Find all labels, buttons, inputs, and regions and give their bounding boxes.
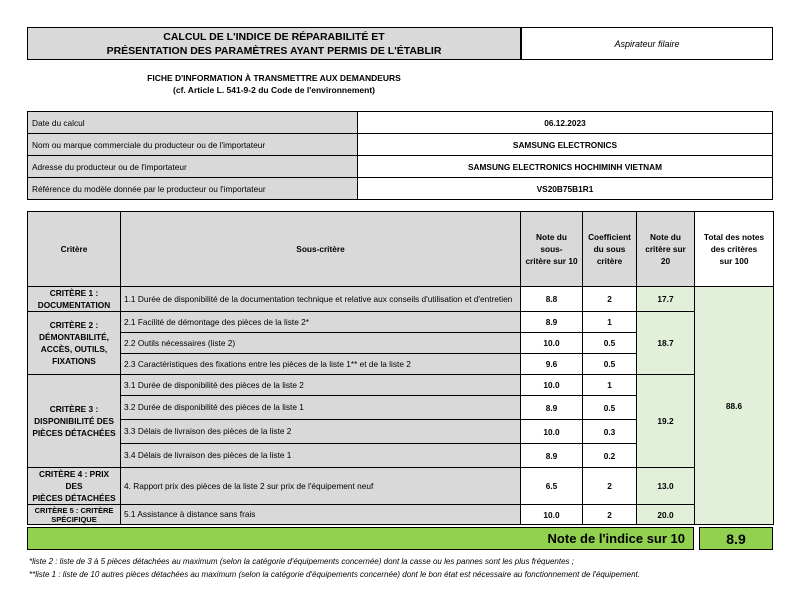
col-sous-critere: Sous-critère bbox=[121, 212, 521, 287]
table-row bbox=[28, 468, 774, 505]
criterion-note: 18.7 bbox=[637, 312, 695, 375]
col-coef-l1: Coefficient bbox=[588, 232, 631, 242]
sub-criterion-coef: 1 bbox=[583, 375, 637, 396]
criterion-text: ACCÈS, OUTILS, bbox=[40, 344, 108, 354]
col-note-sous-critere bbox=[521, 212, 583, 287]
sub-criterion-coef: 0.2 bbox=[583, 444, 637, 468]
subtitle bbox=[27, 72, 521, 96]
sub-criterion-coef: 2 bbox=[583, 287, 637, 312]
table-row bbox=[28, 312, 774, 333]
criterion-3-label bbox=[28, 375, 121, 468]
title-line-1: CALCUL DE L'INDICE DE RÉPARABILITÉ ET bbox=[163, 30, 385, 43]
criterion-4-label bbox=[28, 468, 121, 505]
sub-criterion-label: 5.1 Assistance à distance sans frais bbox=[121, 505, 521, 525]
criterion-text: DOCUMENTATION bbox=[37, 300, 111, 310]
footnote-liste-2: *liste 2 : liste de 3 à 5 pièces détachées au maximum (selon la catégorie d'équipements concernée) dont la casse ou les pannes sont les plus fréquentes ; bbox=[29, 557, 574, 566]
sub-criterion-coef: 0.5 bbox=[583, 333, 637, 354]
subtitle-line-2: (cf. Article L. 541-9-2 du Code de l'environnement) bbox=[173, 85, 375, 95]
sub-criterion-note: 10.0 bbox=[521, 375, 583, 396]
col-note-sous-l1: Note du sous- bbox=[536, 232, 567, 254]
sub-criterion-coef: 0.3 bbox=[583, 420, 637, 444]
criterion-5-label bbox=[28, 505, 121, 525]
footnote-liste-1: **liste 1 : liste de 10 autres pièces détachées au maximum (selon la catégorie d'équipements concernée) dont le bon état est nécessaire au fonctionnement de l'équipement. bbox=[29, 570, 640, 579]
title-line-2: PRÉSENTATION DES PARAMÈTRES AYANT PERMIS DE L'ÉTABLIR bbox=[106, 44, 442, 57]
criterion-text: CRITÈRE 1 : bbox=[49, 288, 99, 298]
total-score: 88.6 bbox=[695, 287, 774, 525]
info-label: Nom ou marque commerciale du producteur ou de l'importateur bbox=[28, 134, 358, 156]
sub-criterion-label: 4. Rapport prix des pièces de la liste 2 sur prix de l'équipement neuf bbox=[121, 468, 521, 505]
criterion-text: PIÈCES DÉTACHÉES bbox=[32, 428, 116, 438]
info-value: SAMSUNG ELECTRONICS HOCHIMINH VIETNAM bbox=[358, 156, 773, 178]
table-row bbox=[28, 375, 774, 396]
sub-criterion-label: 2.3 Caractéristiques des fixations entre les pièces de la liste 1** et de la liste 2 bbox=[121, 354, 521, 375]
sub-criterion-label: 3.1 Durée de disponibilité des pièces de la liste 2 bbox=[121, 375, 521, 396]
sub-criterion-note: 10.0 bbox=[521, 420, 583, 444]
col-critere: Critère bbox=[28, 212, 121, 287]
sub-criterion-label: 2.1 Facilité de démontage des pièces de la liste 2* bbox=[121, 312, 521, 333]
product-type: Aspirateur filaire bbox=[521, 27, 773, 60]
sub-criterion-note: 10.0 bbox=[521, 505, 583, 525]
info-row bbox=[28, 134, 773, 156]
sub-criterion-label: 3.2 Durée de disponibilité des pièces de la liste 1 bbox=[121, 396, 521, 420]
info-label: Référence du modèle donnée par le producteur ou l'importateur bbox=[28, 178, 358, 200]
info-label: Date du calcul bbox=[28, 112, 358, 134]
criterion-text: CRITÈRE 2 : bbox=[49, 320, 99, 330]
col-total bbox=[695, 212, 774, 287]
sub-criterion-coef: 2 bbox=[583, 468, 637, 505]
col-note-crit-l2: critère sur 20 bbox=[645, 244, 686, 266]
sub-criterion-note: 8.8 bbox=[521, 287, 583, 312]
criterion-text: PIÈCES DÉTACHÉES bbox=[32, 493, 116, 503]
col-coefficient bbox=[583, 212, 637, 287]
info-value: 06.12.2023 bbox=[358, 112, 773, 134]
criterion-text: SPÉCIFIQUE bbox=[51, 514, 97, 524]
criterion-note: 13.0 bbox=[637, 468, 695, 505]
criterion-note: 20.0 bbox=[637, 505, 695, 525]
criterion-text: DISPONIBILITÉ DES bbox=[34, 416, 114, 426]
criterion-1-label bbox=[28, 287, 121, 312]
criterion-text: CRITÈRE 5 : CRITÈRE bbox=[34, 505, 114, 515]
final-score-value: 8.9 bbox=[699, 527, 773, 550]
sub-criterion-coef: 2 bbox=[583, 505, 637, 525]
sub-criterion-note: 6.5 bbox=[521, 468, 583, 505]
col-coef-l2: du sous bbox=[593, 244, 626, 254]
criterion-text: CRITÈRE 4 : PRIX DES bbox=[38, 469, 110, 491]
header-row bbox=[28, 212, 774, 287]
sub-criterion-note: 9.6 bbox=[521, 354, 583, 375]
final-score-label: Note de l'indice sur 10 bbox=[27, 527, 694, 550]
criterion-note: 19.2 bbox=[637, 375, 695, 468]
sub-criterion-coef: 0.5 bbox=[583, 396, 637, 420]
sub-criterion-label: 1.1 Durée de disponibilité de la documentation technique et relative aux conseils d'utilisation et d'entretien bbox=[121, 287, 521, 312]
criterion-note: 17.7 bbox=[637, 287, 695, 312]
info-row bbox=[28, 178, 773, 200]
sub-criterion-label: 3.3 Délais de livraison des pièces de la liste 2 bbox=[121, 420, 521, 444]
score-table bbox=[27, 211, 774, 525]
info-row bbox=[28, 112, 773, 134]
sub-criterion-note: 8.9 bbox=[521, 444, 583, 468]
sub-criterion-coef: 1 bbox=[583, 312, 637, 333]
table-row bbox=[28, 287, 774, 312]
info-table bbox=[27, 111, 773, 200]
subtitle-line-1: FICHE D'INFORMATION À TRANSMETTRE AUX DEMANDEURS bbox=[147, 73, 401, 83]
sub-criterion-note: 10.0 bbox=[521, 333, 583, 354]
sub-criterion-label: 3.4 Délais de livraison des pièces de la liste 1 bbox=[121, 444, 521, 468]
sub-criterion-note: 8.9 bbox=[521, 312, 583, 333]
col-total-l2: des critères bbox=[710, 244, 758, 254]
col-note-sous-l2: critère sur 10 bbox=[525, 256, 578, 266]
sub-criterion-label: 2.2 Outils nécessaires (liste 2) bbox=[121, 333, 521, 354]
col-total-l3: sur 100 bbox=[719, 256, 749, 266]
info-label: Adresse du producteur ou de l'importateur bbox=[28, 156, 358, 178]
criterion-2-label bbox=[28, 312, 121, 375]
document-title bbox=[27, 27, 521, 60]
col-total-l1: Total des notes bbox=[703, 232, 765, 242]
criterion-text: CRITÈRE 3 : bbox=[49, 404, 99, 414]
criterion-text: DÉMONTABILITÉ, bbox=[39, 332, 109, 342]
sub-criterion-coef: 0.5 bbox=[583, 354, 637, 375]
col-coef-l3: critère bbox=[596, 256, 623, 266]
col-note-crit-l1: Note du bbox=[650, 232, 681, 242]
table-row bbox=[28, 505, 774, 525]
sub-criterion-note: 8.9 bbox=[521, 396, 583, 420]
info-value: VS20B75B1R1 bbox=[358, 178, 773, 200]
col-note-critere bbox=[637, 212, 695, 287]
info-value: SAMSUNG ELECTRONICS bbox=[358, 134, 773, 156]
criterion-text: FIXATIONS bbox=[52, 356, 96, 366]
info-row bbox=[28, 156, 773, 178]
